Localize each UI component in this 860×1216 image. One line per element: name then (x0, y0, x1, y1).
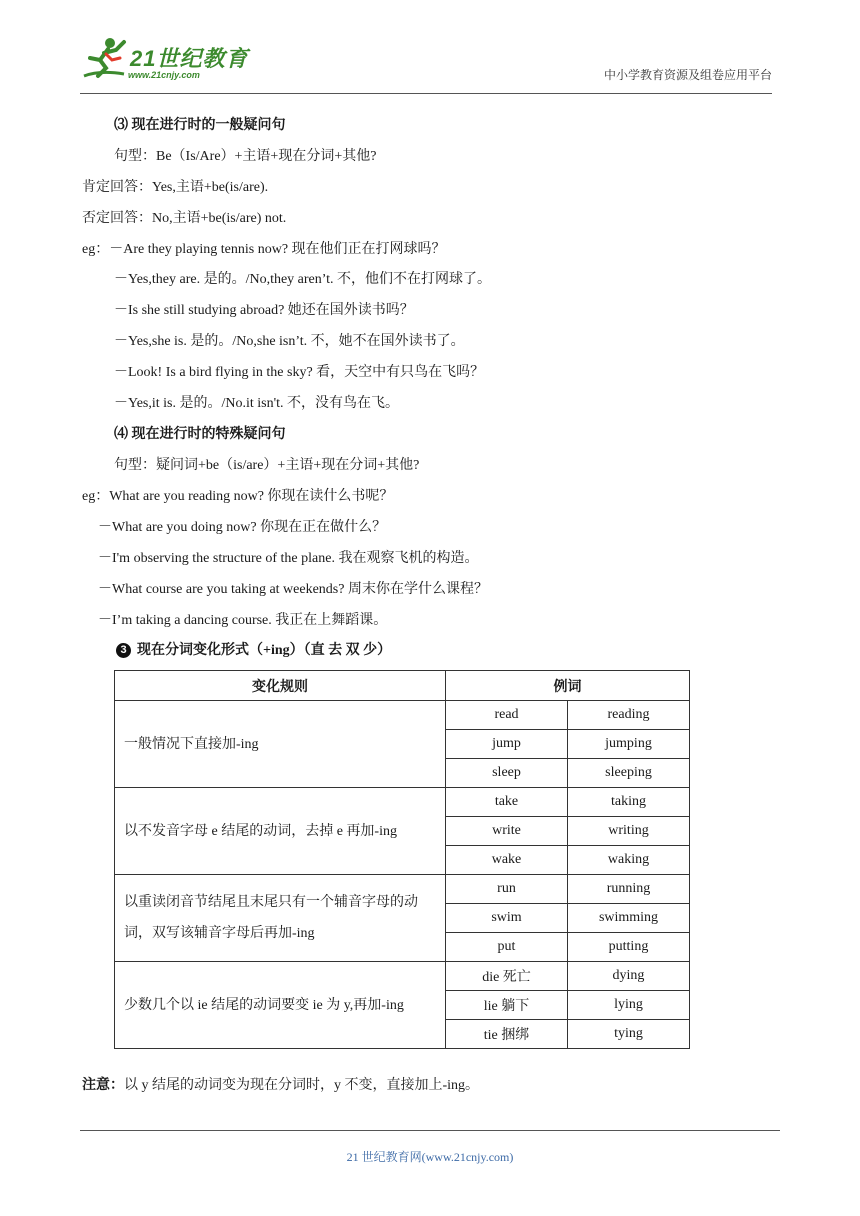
runner-logo-icon (80, 36, 132, 82)
ing-form-cell: writing (568, 817, 690, 846)
affirmative-answer: 肯定回答：Yes,主语+be(is/are). (82, 180, 269, 195)
ing-form-cell: waking (568, 846, 690, 875)
footer-link[interactable]: 21 世纪教育网(www.21cnjy.com) (346, 1150, 514, 1164)
rule-cell: 以重读闭音节结尾且末尾只有一个辅音字母的动词，双写该辅音字母后再加-ing (115, 875, 446, 962)
table-row (115, 962, 690, 991)
section4-heading: ⑷ 现在进行时的特殊疑问句 (114, 427, 286, 442)
rule-cell: 以不发音字母 e 结尾的动词，去掉 e 再加-ing (115, 788, 446, 875)
negative-answer: 否定回答：No,主语+be(is/are) not. (82, 211, 287, 226)
note-text: 以 y 结尾的动词变为现在分词时，y 不变，直接加上-ing。 (124, 1078, 480, 1093)
example-line: －I'm observing the structure of the plane. 我在观察飞机的构造。 (98, 551, 479, 566)
logo-brand-text: 21世纪教育 (130, 46, 249, 71)
ing-form-cell: swimming (568, 904, 690, 933)
header-divider (80, 93, 772, 94)
example-line: －Is she still studying abroad? 她还在国外读书吗？ (114, 303, 414, 318)
example-line: eg：－Are they playing tennis now? 现在他们正在打网球吗？ (82, 242, 446, 257)
logo-url-text: www.21cnjy.com (128, 70, 200, 80)
example-line: －I’m taking a dancing course. 我正在上舞蹈课。 (98, 613, 388, 628)
ing-form-cell: putting (568, 933, 690, 962)
base-verb-cell: jump (446, 730, 568, 759)
base-verb-cell: swim (446, 904, 568, 933)
example-line: －Look! Is a bird flying in the sky? 看，天空中有只鸟在飞吗？ (114, 365, 485, 380)
note-label: 注意： (82, 1078, 124, 1093)
site-logo[interactable] (80, 36, 260, 84)
rule-cell: 一般情况下直接加-ing (115, 701, 446, 788)
section4-pattern: 句型：疑问词+be（is/are）+主语+现在分词+其他? (114, 458, 420, 473)
base-verb-cell: wake (446, 846, 568, 875)
ing-form-cell: dying (568, 962, 690, 991)
column-header-rule: 变化规则 (115, 671, 446, 701)
section3-pattern: 句型：Be（Is/Are）+主语+现在分词+其他? (114, 149, 377, 164)
ing-form-cell: jumping (568, 730, 690, 759)
table-row (115, 701, 690, 730)
table-header-row (115, 671, 690, 701)
table-row (115, 875, 690, 904)
page-header (80, 30, 772, 94)
section5-heading-row (116, 641, 391, 661)
base-verb-cell: run (446, 875, 568, 904)
ing-form-cell: sleeping (568, 759, 690, 788)
column-header-examples: 例词 (446, 671, 690, 701)
example-line: eg：What are you reading now? 你现在读什么书呢？ (82, 489, 394, 504)
example-line: －What course are you taking at weekends? 周末你在学什么课程？ (98, 582, 488, 597)
ing-rules-table (114, 670, 690, 1049)
example-line: －Yes,it is. 是的。/No.it isn't. 不，没有鸟在飞。 (114, 396, 400, 411)
example-line: －Yes,she is. 是的。/No,she isn’t. 不，她不在国外读书了。 (114, 334, 465, 349)
base-verb-cell: tie 捆绑 (446, 1020, 568, 1049)
example-line: －Yes,they are. 是的。/No,they aren’t. 不，他们不在打网球了。 (114, 272, 492, 287)
ing-form-cell: tying (568, 1020, 690, 1049)
rule-cell: 少数几个以 ie 结尾的动词要变 ie 为 y,再加-ing (115, 962, 446, 1049)
base-verb-cell: die 死亡 (446, 962, 568, 991)
base-verb-cell: read (446, 701, 568, 730)
section3-heading: ⑶ 现在进行时的一般疑问句 (114, 118, 286, 133)
section5-heading: 现在分词变化形式（+ing）（直 去 双 少） (137, 643, 392, 658)
platform-title: 中小学教育资源及组卷应用平台 (603, 68, 772, 82)
section-number-badge: 3 (116, 643, 131, 658)
ing-form-cell: running (568, 875, 690, 904)
table-row (115, 788, 690, 817)
base-verb-cell: put (446, 933, 568, 962)
ing-form-cell: reading (568, 701, 690, 730)
base-verb-cell: lie 躺下 (446, 991, 568, 1020)
note-paragraph (82, 1076, 479, 1096)
ing-form-cell: lying (568, 991, 690, 1020)
ing-form-cell: taking (568, 788, 690, 817)
base-verb-cell: sleep (446, 759, 568, 788)
footer-divider (80, 1130, 780, 1131)
base-verb-cell: write (446, 817, 568, 846)
base-verb-cell: take (446, 788, 568, 817)
example-line: －What are you doing now? 你现在正在做什么？ (98, 520, 387, 535)
